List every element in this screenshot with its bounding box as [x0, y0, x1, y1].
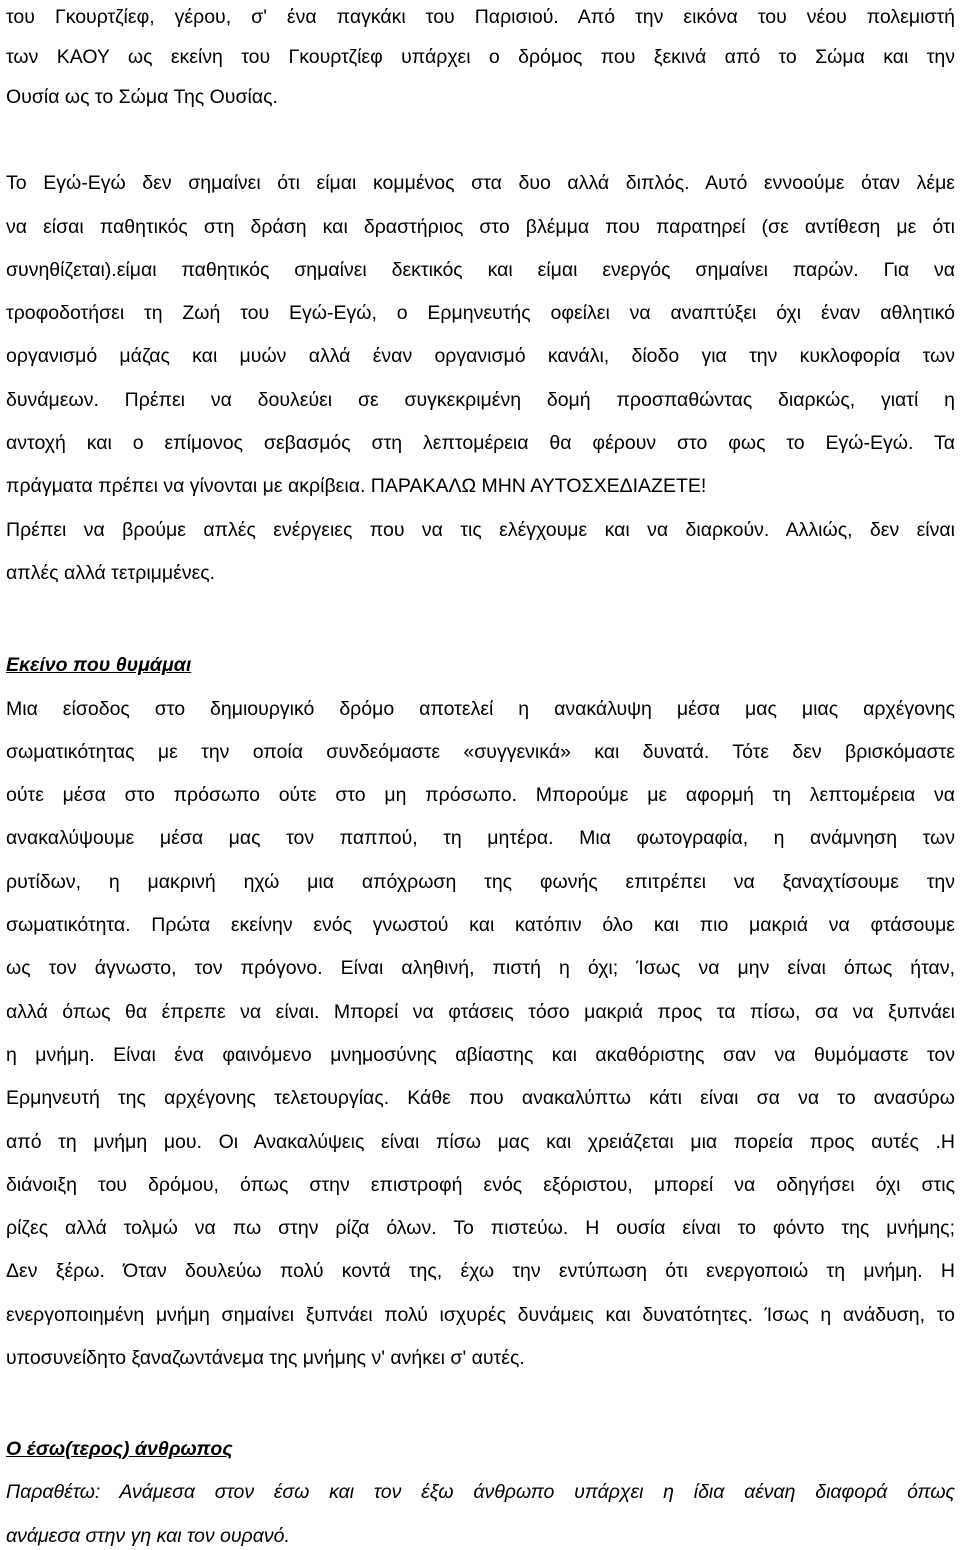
text-line: σωματικότητα. Πρώτα εκείνην ενός γνωστού και κατόπιν όλο και πιο μακριά να φτάσουμε — [6, 914, 955, 936]
text-line: Μια είσοδος στο δημιουργικό δρόμο αποτελεί η ανακάλυψη μέσα μας μιας αρχέγονης — [6, 698, 955, 720]
text-line: ρυτίδων, η μακρινή ηχώ μια απόχρωση της φωνής επιτρέπει να ξαναχτίσουμε την — [6, 871, 955, 893]
text-line: Πρέπει να βρούμε απλές ενέργειες που να τις ελέγχουμε και να διαρκούν. Αλλιώς, δεν είναι — [6, 519, 955, 541]
text-line: να είσαι παθητικός στη δράση και δραστήριος στο βλέμμα που παρατηρεί (σε αντίθεση με ότι — [6, 216, 955, 238]
text-line: απλές αλλά τετριμμένες. — [6, 562, 216, 584]
text-line: δυνάμεων. Πρέπει να δουλεύει σε συγκεκριμένη δομή προσπαθώντας διαρκώς, γιατί η — [6, 389, 955, 411]
quote-line: Παραθέτω: Ανάμεσα στον έσω και τον έξω άνθρωπο υπάρχει η ίδια αέναη διαφορά όπως — [6, 1481, 955, 1503]
text-line: πράγματα πρέπει να γίνονται με ακρίβεια. ΠΑΡΑΚΑΛΩ ΜΗΝ ΑΥΤΟΣΧΕΔΙΑΖΕΤΕ! — [6, 475, 707, 497]
text-line: ως τον άγνωστο, τον πρόγονο. Είναι αληθινή, πιστή η όχι; Ίσως να μην είναι όπως ήταν, — [6, 957, 955, 979]
text-line: Ερμηνευτή της αρχέγονης τελετουργίας. Κάθε που ανακαλύπτω κάτι είναι σα να το ανασύρω — [6, 1087, 955, 1109]
section-heading: Εκείνο που θυμάμαι — [6, 654, 192, 676]
text-line: ούτε μέσα στο πρόσωπο ούτε στο μη πρόσωπο. Μπορούμε με αφορμή τη λεπτομέρεια να — [6, 784, 955, 806]
text-line: από τη μνήμη μου. Οι Ανακαλύψεις είναι πίσω μας και χρειάζεται μια πορεία προς αυτές .Η — [6, 1131, 955, 1153]
text-line: Το Εγώ-Εγώ δεν σημαίνει ότι είμαι κομμένος στα δυο αλλά διπλός. Αυτό εννοούμε όταν λέμε — [6, 172, 955, 194]
section-heading: Ο έσω(τερος) άνθρωπος — [6, 1438, 233, 1460]
text-line: αντοχή και ο επίμονος σεβασμός στη λεπτομέρεια θα φέρουν στο φως το Εγώ-Εγώ. Τα — [6, 432, 955, 454]
text-line: διάνοιξη του δρόμου, όπως στην επιστροφή ενός εξόριστου, μπορεί να οδηγήσει όχι στις — [6, 1174, 955, 1196]
text-line: Δεν ξέρω. Όταν δουλεύω πολύ κοντά της, έχω την εντύπωση ότι ενεργοποιώ τη μνήμη. Η — [6, 1260, 955, 1282]
text-line: ανακαλύψουμε μέσα μας τον παππού, τη μητέρα. Μια φωτογραφία, η ανάμνηση των — [6, 827, 955, 849]
text-line: των ΚΑΟΥ ως εκείνη του Γκουρτζίεφ υπάρχει ο δρόμος που ξεκινά από το Σώμα και την — [6, 46, 955, 68]
text-line: ρίζες αλλά τολμώ να πω στην ρίζα όλων. Το πιστεύω. Η ουσία είναι το φόντο της μνήμης; — [6, 1217, 955, 1239]
text-line: τροφοδοτήσει τη Ζωή του Εγώ-Εγώ, ο Ερμηνευτής οφείλει να αναπτύξει όχι έναν αθλητικό — [6, 302, 955, 324]
text-line: οργανισμό μάζας και μυών αλλά έναν οργανισμό κανάλι, δίοδο για την κυκλοφορία των — [6, 345, 955, 367]
text-line: αλλά όπως θα έπρεπε να είναι. Μπορεί να φτάσεις τόσο μακριά προς τα πίσω, σα να ξυπνάει — [6, 1001, 955, 1023]
quote-line: ανάμεσα στην γη και τον ουρανό. — [6, 1525, 290, 1547]
text-line: σωματικότητας με την οποία συνδεόμαστε «συγγενικά» και δυνατά. Τότε δεν βρισκόμαστε — [6, 741, 955, 763]
text-line: συνηθίζεται).είμαι παθητικός σημαίνει δεκτικός και είμαι ενεργός σημαίνει παρών. Για να — [6, 259, 955, 281]
text-line: ενεργοποιημένη μνήμη σημαίνει ξυπνάει πολύ ισχυρές δυνάμεις και δυνατότητες. Ίσως η ανάδυση, το — [6, 1304, 955, 1326]
text-line: Ουσία ως το Σώμα Της Ουσίας. — [6, 86, 278, 108]
text-line: υποσυνείδητο ξαναζωντάνεμα της μνήμης ν' ανήκει σ' αυτές. — [6, 1347, 525, 1369]
text-line: η μνήμη. Είναι ένα φαινόμενο μνημοσύνης αβίαστης και ακαθόριστης σαν να θυμόμαστε τον — [6, 1044, 955, 1066]
text-line: του Γκουρτζίεφ, γέρου, σ' ένα παγκάκι του Παρισιού. Από την εικόνα του νέου πολεμιστή — [6, 6, 955, 28]
